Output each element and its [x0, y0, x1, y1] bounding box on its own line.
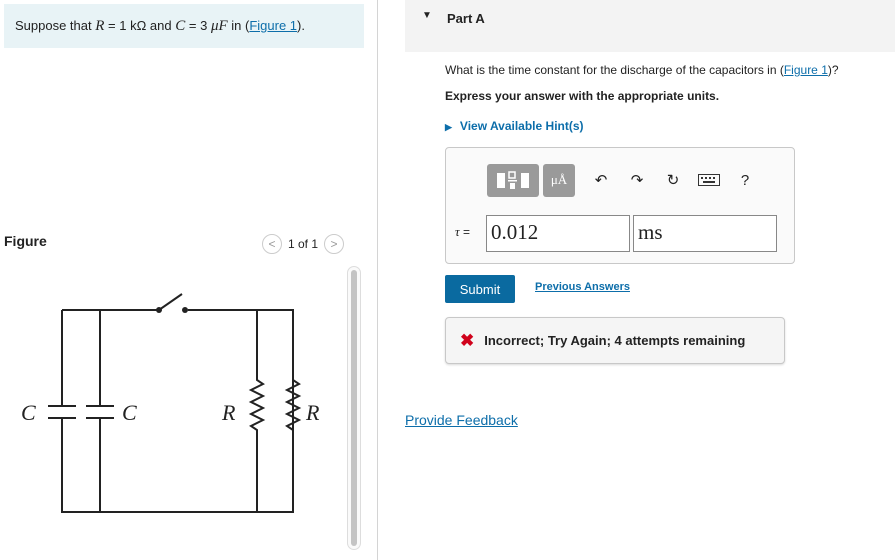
tau-label	[455, 224, 470, 240]
help-icon[interactable]: ?	[740, 171, 750, 189]
c-right-label: C	[122, 400, 137, 425]
keyboard-glyph	[698, 174, 720, 186]
reset-icon[interactable]: ↻	[666, 172, 680, 189]
undo-icon[interactable]: ↶	[594, 172, 608, 189]
question-suffix: )?	[827, 63, 839, 77]
pane-divider	[377, 0, 378, 560]
c-left-label: C	[21, 400, 36, 425]
feedback-message	[445, 317, 785, 364]
figure-label: Figure	[4, 233, 47, 249]
equals-sign: =	[463, 225, 471, 239]
view-hints-link[interactable]	[445, 119, 584, 133]
prev-figure-button[interactable]: <	[262, 234, 282, 254]
in-text: in (	[231, 18, 250, 33]
part-header[interactable]	[405, 0, 895, 52]
question-figure-link[interactable]: Figure 1	[783, 63, 828, 77]
submit-button[interactable]: Submit	[445, 275, 515, 303]
next-figure-button[interactable]: >	[324, 234, 344, 254]
r-left-label: R	[222, 400, 236, 425]
value-input[interactable]: 0.012	[486, 215, 630, 252]
redo-icon[interactable]: ↷	[630, 172, 644, 189]
provide-feedback-link[interactable]: Provide Feedback	[405, 412, 518, 428]
templates-button[interactable]	[487, 164, 539, 197]
previous-answers-link[interactable]: Previous Answers	[535, 281, 630, 293]
close-text: ).	[297, 18, 305, 33]
c-value: = 3	[188, 18, 208, 33]
c-unit: μF	[210, 18, 228, 34]
tau-symbol: τ	[455, 224, 460, 239]
figure-link[interactable]: Figure 1	[249, 18, 298, 33]
units-button[interactable]: μÅ	[543, 164, 575, 197]
math-toolbar	[487, 162, 793, 198]
r-right-label: R	[306, 400, 320, 425]
figure-scrollbar[interactable]	[347, 266, 361, 550]
circuit-diagram	[0, 280, 345, 520]
templates-icon	[493, 169, 533, 191]
pager-text: 1 of 1	[288, 237, 319, 251]
part-title: Part A	[447, 11, 485, 26]
intro-prefix: Suppose that	[15, 18, 92, 33]
r-value: = 1 kΩ and	[108, 18, 172, 33]
question-prefix: What is the time constant for the discharge of the capacitors in (	[445, 63, 784, 77]
question-text	[445, 63, 839, 77]
feedback-text: Incorrect; Try Again; 4 attempts remaining	[484, 333, 746, 348]
instructions: Express your answer with the appropriate units.	[445, 89, 720, 103]
figure-pager	[262, 234, 344, 254]
hint-arrow-icon: ▶	[445, 122, 452, 132]
units-input[interactable]: ms	[633, 215, 777, 252]
problem-statement	[4, 4, 364, 48]
scrollbar-thumb[interactable]	[351, 270, 357, 546]
c-symbol: C	[175, 18, 186, 34]
error-x-icon: ✖	[460, 330, 475, 350]
collapse-icon[interactable]: ▼	[422, 10, 432, 21]
answer-box	[445, 147, 795, 264]
hint-label: View Available Hint(s)	[459, 119, 584, 133]
r-symbol: R	[95, 18, 105, 34]
keyboard-icon[interactable]	[691, 174, 727, 186]
